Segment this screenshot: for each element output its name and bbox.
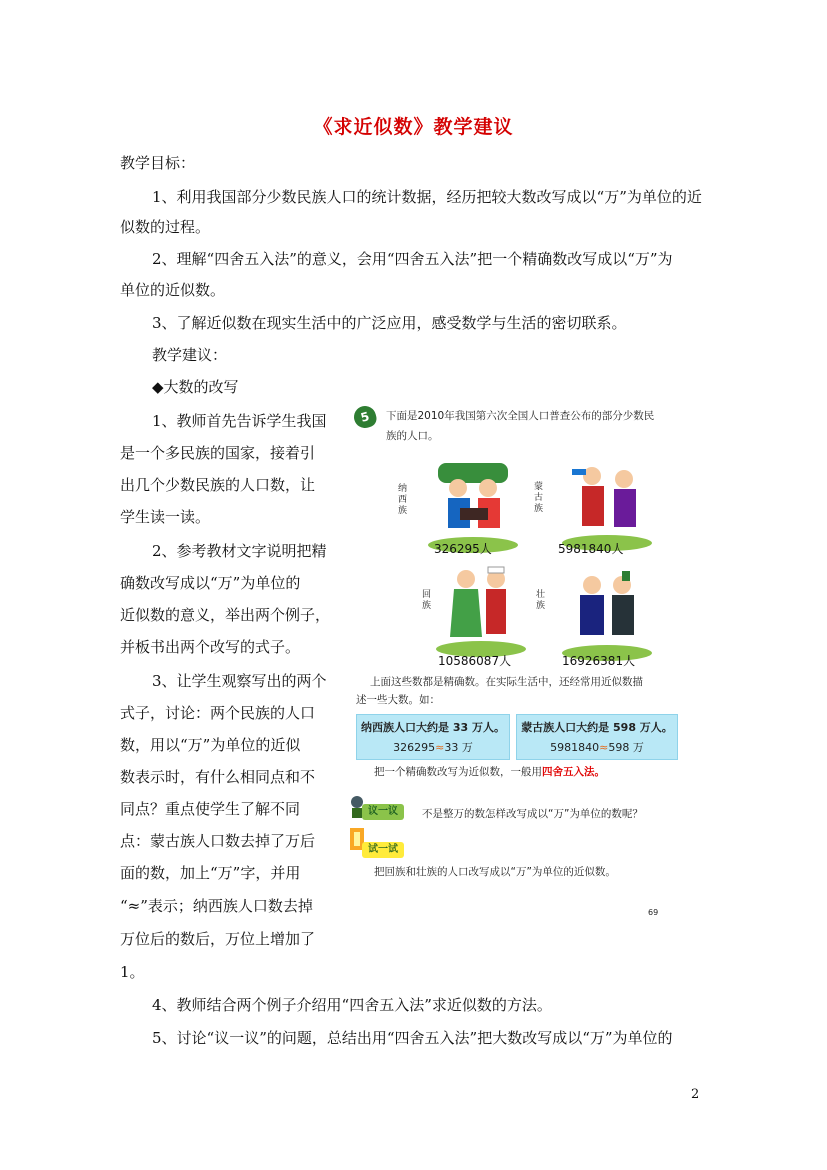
goals-heading: 教学目标：: [120, 154, 196, 172]
box-title: 纳西族人口大约是 33 万人。: [361, 721, 505, 734]
box-equation: 326295≈33 万: [393, 741, 473, 754]
left-line: 学生读一读。: [120, 508, 211, 526]
left-line: 确数改写成以“万”为单位的: [120, 574, 301, 592]
textbook-figure: [346, 396, 688, 926]
left-line: “≈”表示；纳西族人口数去掉: [120, 897, 313, 915]
population-mongol: 5981840人: [558, 542, 624, 556]
left-line: 数，用以“万”为单位的近似: [120, 736, 301, 754]
intro-line-2: 族的人口。: [386, 430, 439, 442]
ethnic-label: 纳西族: [398, 484, 408, 516]
left-line: 万位后的数后，万位上增加了: [120, 930, 316, 948]
left-line: 1。: [120, 963, 145, 981]
mongol-approx-box: [516, 714, 678, 760]
example-number-badge: 5: [352, 404, 379, 431]
left-line: 1、教师首先告诉学生我国: [152, 412, 327, 430]
left-line: 出几个少数民族的人口数，让: [120, 476, 316, 494]
intro-line-1: 下面是2010年我国第六次全国人口普查公布的部分少数民: [386, 410, 655, 422]
try-text: 把回族和壮族的人口改写成以“万”为单位的近似数。: [374, 866, 616, 878]
left-line: 同点？重点使学生了解不同: [120, 800, 301, 818]
goal-2-line-1: 2、理解“四舍五入法”的意义，会用“四舍五入法”把一个精确数改写成以“万”为: [152, 250, 673, 268]
book-page-number: 69: [648, 908, 659, 917]
hui-illustration: [426, 552, 536, 662]
ethnic-label: 回族: [422, 590, 432, 611]
exact-line-2: 述一些大数。如：: [356, 694, 440, 706]
rule-line: 把一个精确数改写为近似数，一般用四舍五入法。: [374, 766, 605, 778]
ethnic-label: 蒙古族: [534, 482, 544, 514]
try-tag: 试一试: [362, 842, 404, 858]
population-hui: 10586087人: [438, 654, 512, 668]
exact-line-1: 上面这些数都是精确数。在实际生活中，还经常用近似数描: [370, 676, 643, 688]
zhuang-illustration: [552, 556, 662, 666]
goal-2-line-2: 单位的近似数。: [120, 281, 226, 299]
left-line: 近似数的意义，举出两个例子，: [120, 606, 331, 624]
population-naxi: 326295人: [434, 542, 492, 556]
left-line: 式子，讨论：两个民族的人口: [120, 704, 316, 722]
left-line: 面的数，加上“万”字，并用: [120, 864, 301, 882]
ethnic-label: 壮族: [536, 590, 546, 611]
section-heading: ◆大数的改写: [152, 378, 239, 396]
page-number: 2: [691, 1087, 700, 1102]
goal-1-line-1: 1、利用我国部分少数民族人口的统计数据，经历把较大数改写成以“万”为单位的近: [152, 188, 702, 206]
naxi-approx-box: [356, 714, 510, 760]
suggest-heading: 教学建议：: [152, 346, 228, 364]
goal-3: 3、了解近似数在现实生活中的广泛应用，感受数学与生活的密切联系。: [152, 314, 627, 332]
left-line: 2、参考教材文字说明把精: [152, 542, 327, 560]
box-equation: 5981840≈598 万: [550, 741, 644, 754]
goal-1-line-2: 似数的过程。: [120, 218, 211, 236]
population-zhuang: 16926381人: [562, 654, 636, 668]
left-line: 数表示时，有什么相同点和不: [120, 768, 316, 786]
discuss-tag: 议一议: [362, 804, 404, 820]
left-line: 点：蒙古族人口数去掉了万后: [120, 832, 316, 850]
paragraph-5: 5、讨论“议一议”的问题，总结出用“四舍五入法”把大数改写成以“万”为单位的: [152, 1029, 673, 1047]
discuss-text: 不是整万的数怎样改写成以“万”为单位的数呢？: [422, 808, 643, 820]
left-line: 是一个多民族的国家，接着引: [120, 444, 316, 462]
left-line: 并板书出两个改写的式子。: [120, 638, 301, 656]
box-title: 蒙古族人口大约是 598 万人。: [521, 721, 673, 734]
paragraph-4: 4、教师结合两个例子介绍用“四舍五入法”求近似数的方法。: [152, 996, 552, 1014]
left-line: 3、让学生观察写出的两个: [152, 672, 327, 690]
document-title: 《求近似数》教学建议: [313, 116, 514, 138]
